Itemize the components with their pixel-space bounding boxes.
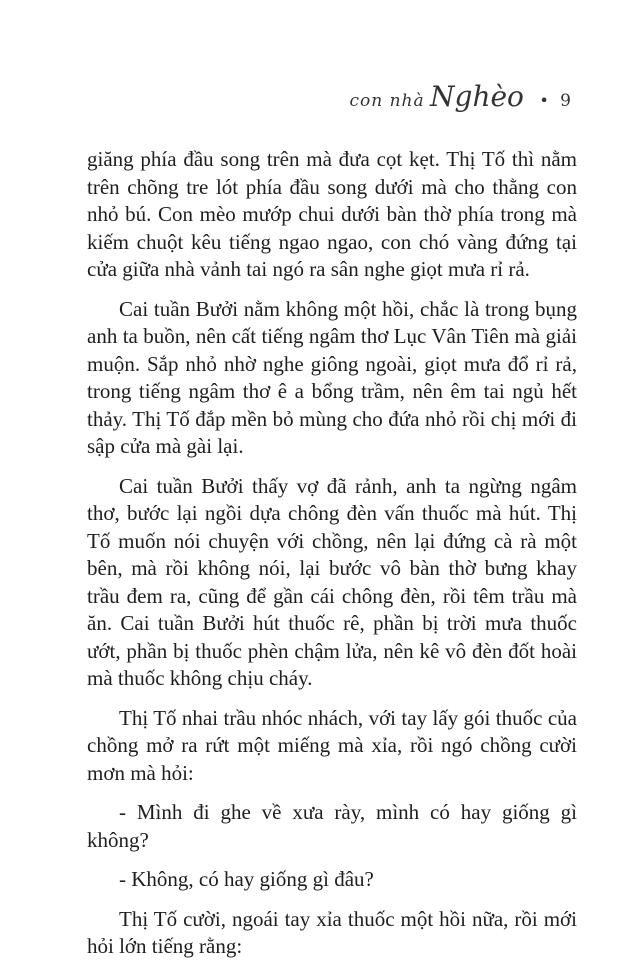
header-series-text: con nhà <box>349 91 425 111</box>
dialogue-line: - Mình đi ghe về xưa rày, mình có hay giống gì không? <box>87 800 577 852</box>
page-number: 9 <box>560 91 571 111</box>
dialogue-line: - Không, có hay giống gì đâu? <box>119 867 374 891</box>
header-brand-script: Nghèo <box>430 80 524 113</box>
paragraph: giăng phía đầu song trên mà đưa cọt kẹt. Thị Tố thì nằm trên chõng tre lót phía đầu song dưới mà cho thằng con nhỏ bú. Con mèo mướp chui dưới bàn thờ phía trong mà kiếm chuột kêu tiếng ngao ngao, con chó vàng đứng tại cửa giữa nhà vảnh tai ngó ra sân nghe giọt mưa rỉ rả. <box>87 147 577 281</box>
header-bullet-icon: • <box>539 91 549 110</box>
paragraph: Cai tuần Bưởi thấy vợ đã rảnh, anh ta ngừng ngâm thơ, bước lại ngồi dựa chông đèn vấn thuốc mà hút. Thị Tố muốn nói chuyện với chồng, nên lại đứng cà rà một bên, mà rồi không nói, lại bước vô bàn thờ bưng khay trầu đem ra, cũng để gần cái chông đèn, rồi têm trầu mà ăn. Cai tuần Bưởi hút thuốc rê, phần bị trời mưa thuốc ướt, phần bị thuốc phèn chậm lửa, nên kê vô đèn đốt hoài mà thuốc không chịu cháy. <box>87 473 577 690</box>
paragraph: Thị Tố cười, ngoái tay xỉa thuốc một hồi nữa, rồi mới hỏi lớn tiếng rằng: <box>87 906 577 958</box>
paragraph: Thị Tố nhai trầu nhóc nhách, với tay lấy gói thuốc của chồng mở ra rứt một miếng mà xỉa, rồi ngó chồng cười mơn mà hỏi: <box>87 705 577 785</box>
paragraph: Cai tuần Bưởi nằm không một hồi, chắc là trong bụng anh ta buồn, nên cất tiếng ngâm thơ Lục Vân Tiên mà giải muộn. Sắp nhỏ nhờ nghe giông ngoài, giọt mưa đổ rỉ rả, trong tiếng ngâm thơ ê a bổng trầm, nên êm tai ngủ hết thảy. Thị Tố đắp mền bỏ mùng cho đứa nhỏ rồi chị mới đi sập cửa mà gài lại. <box>87 296 577 458</box>
running-header <box>349 80 571 113</box>
body-text <box>87 146 577 973</box>
